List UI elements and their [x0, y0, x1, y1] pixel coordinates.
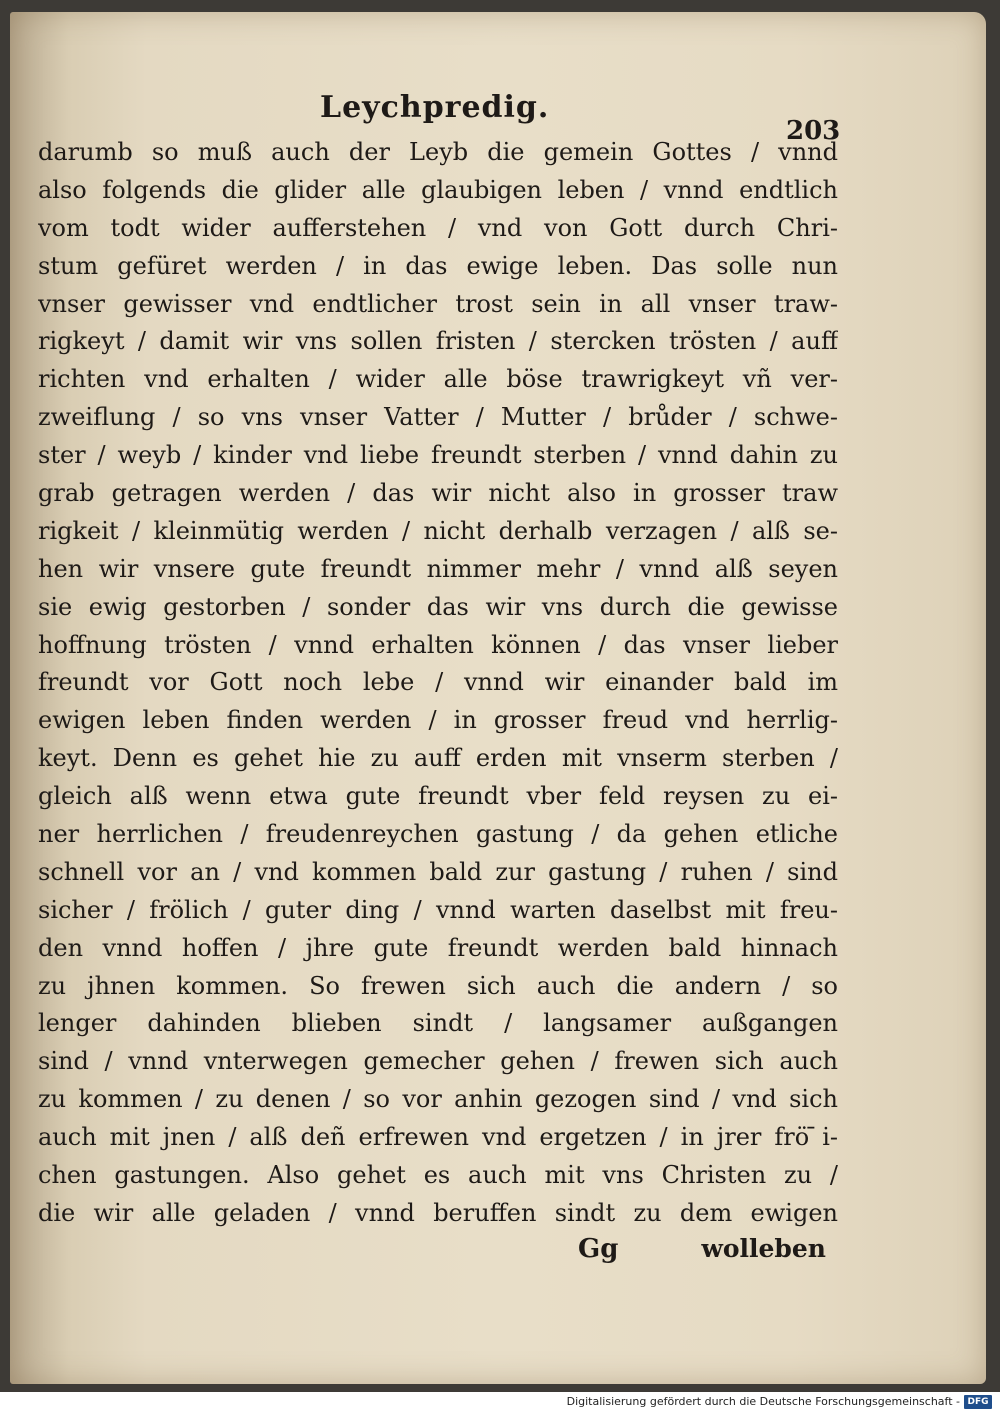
text-line: ewigen leben finden werden / in grosser freud vnd herrlig-: [38, 706, 838, 735]
page-header: [10, 90, 986, 146]
page-number: 203: [786, 116, 841, 146]
text-line: rigkeyt / damit wir vns sollen fristen / stercken trösten / auff: [38, 327, 838, 356]
text-line: ster / weyb / kinder vnd liebe freundt sterben / vnnd dahin zu: [38, 441, 838, 470]
text-line: hen wir vnsere gute freundt nimmer mehr / vnnd alß seyen: [38, 554, 838, 583]
text-line: freundt vor Gott noch lebe / vnnd wir einander bald im: [38, 668, 838, 697]
text-line: zweiflung / so vns vnser Vatter / Mutter / brůder / schwe-: [38, 403, 838, 432]
text-line: rigkeit / kleinmütig werden / nicht derhalb verzagen / alß se-: [38, 516, 838, 545]
text-line: also folgends die glider alle glaubigen leben / vnnd endtlich: [38, 175, 838, 204]
book-page: [10, 12, 986, 1384]
text-line: hoffnung trösten / vnnd erhalten können / das vnser lieber: [38, 630, 838, 659]
text-line: ner herrlichen / freudenreychen gastung / da gehen etliche: [38, 820, 838, 849]
text-line: zu jhnen kommen. So frewen sich auch die andern / so: [38, 971, 838, 1000]
text-line: stum gefüret werden / in das ewige leben. Das solle nun: [38, 251, 838, 280]
text-line: sicher / frölich / guter ding / vnnd warten daselbst mit freu-: [38, 895, 838, 924]
text-line: sind / vnnd vnterwegen gemecher gehen / frewen sich auch: [38, 1047, 838, 1076]
credit-bar: [0, 1392, 1000, 1413]
text-line: grab getragen werden / das wir nicht also in grosser traw: [38, 479, 838, 508]
text-line: chen gastungen. Also gehet es auch mit vns Christen zu /: [38, 1161, 838, 1190]
text-line: richten vnd erhalten / wider alle böse trawrigkeyt vñ ver-: [38, 365, 838, 394]
page-footer: [570, 1234, 830, 1274]
text-line: lenger dahinden blieben sindt / langsamer außgangen: [38, 1009, 838, 1038]
catchword: wolleben: [701, 1234, 826, 1263]
text-line: auch mit jnen / alß deñ erfrewen vnd ergetzen / in jrer frö ̄i-: [38, 1123, 838, 1152]
text-line: keyt. Denn es gehet hie zu auff erden mit vnserm sterben /: [38, 744, 838, 773]
text-line: vnser gewisser vnd endtlicher trost sein in all vnser traw-: [38, 289, 838, 318]
text-line: die wir alle geladen / vnnd beruffen sindt zu dem ewigen: [38, 1198, 838, 1227]
text-line: darumb so muß auch der Leyb die gemein Gottes / vnnd: [38, 138, 838, 166]
text-line: schnell vor an / vnd kommen bald zur gastung / ruhen / sind: [38, 857, 838, 886]
text-line: vom todt wider aufferstehen / vnd von Gott durch Chri-: [38, 213, 838, 242]
body-text: [38, 134, 838, 1244]
funding-credit: Digitalisierung gefördert durch die Deutsche Forschungsgemeinschaft -: [566, 1395, 960, 1408]
text-line: gleich alß wenn etwa gute freundt vber feld reysen zu ei-: [38, 782, 838, 811]
signature-mark: Gg: [578, 1234, 619, 1264]
text-line: den vnnd hoffen / jhre gute freundt werden bald hinnach: [38, 933, 838, 962]
running-head: Leychpredig.: [320, 90, 550, 125]
text-line: zu kommen / zu denen / so vor anhin gezogen sind / vnd sich: [38, 1085, 838, 1114]
text-line: sie ewig gestorben / sonder das wir vns durch die gewisse: [38, 592, 838, 621]
dfg-logo-icon: DFG: [964, 1395, 992, 1409]
